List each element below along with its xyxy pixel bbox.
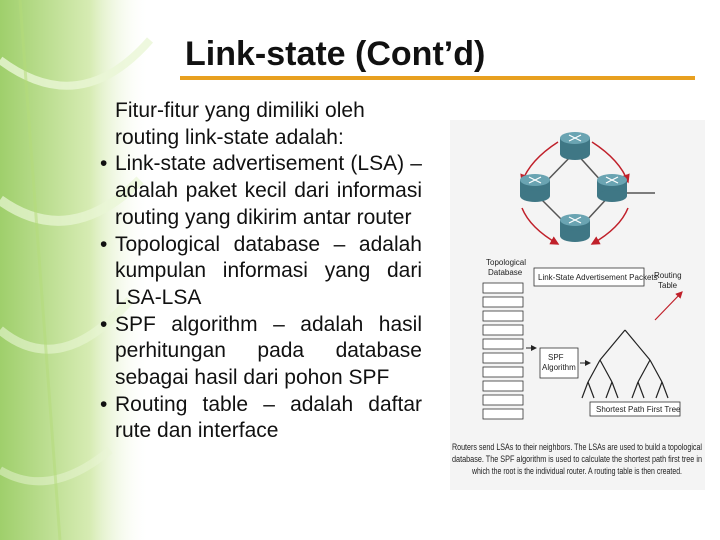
- slide-body: [100, 98, 422, 445]
- figure-caption: which the root is the individual router. A routing table is then created.: [471, 466, 682, 476]
- bullet-dot: •: [100, 152, 108, 176]
- figure-caption: database. The SPF algorithm is used to calculate the shortest path first tree in: [452, 454, 702, 464]
- bullet-text: Link-state advertisement (LSA) – adalah paket kecil dari informasi routing yang dikirim antar router: [115, 152, 422, 229]
- slide-title: Link-state (Cont’d): [185, 35, 486, 73]
- router-icon: [597, 174, 627, 202]
- routing-table-label: Table: [658, 281, 678, 290]
- bullet-item: [100, 151, 422, 231]
- bullet-text: Topological database – adalah kumpulan informasi yang dari LSA-LSA: [115, 232, 422, 309]
- router-icon: [560, 132, 590, 160]
- intro-text: Fitur-fitur yang dimiliki oleh routing link-state adalah:: [115, 99, 365, 149]
- spf-tree-label: Shortest Path First Tree: [596, 405, 681, 414]
- bullet-dot: •: [100, 232, 108, 256]
- bullet-item: [100, 312, 422, 392]
- bullet-item: [100, 392, 422, 445]
- bullet-item: [100, 232, 422, 312]
- bullet-text: Routing table – adalah daftar rute dan interface: [115, 392, 422, 443]
- spf-algorithm-label: SPF: [548, 353, 564, 362]
- bullet-dot: •: [100, 312, 108, 336]
- router-icon: [560, 214, 590, 242]
- link-state-diagram: [450, 120, 705, 490]
- topological-database-label: Database: [488, 268, 523, 277]
- router-icon: [520, 174, 550, 202]
- lsa-packets-label: Link-State Advertisement Packets: [538, 273, 658, 282]
- figure-caption: Routers send LSAs to their neighbors. The LSAs are used to build a topological: [452, 442, 702, 452]
- title-underline: [180, 76, 695, 80]
- routing-table-label: Routing: [654, 271, 682, 280]
- spf-algorithm-label: Algorithm: [542, 363, 576, 372]
- bullet-text: SPF algorithm – adalah hasil perhitungan pada database sebagai hasil dari pohon SPF: [115, 312, 422, 390]
- bullet-dot: •: [100, 392, 108, 416]
- topological-database-label: Topological: [486, 258, 527, 267]
